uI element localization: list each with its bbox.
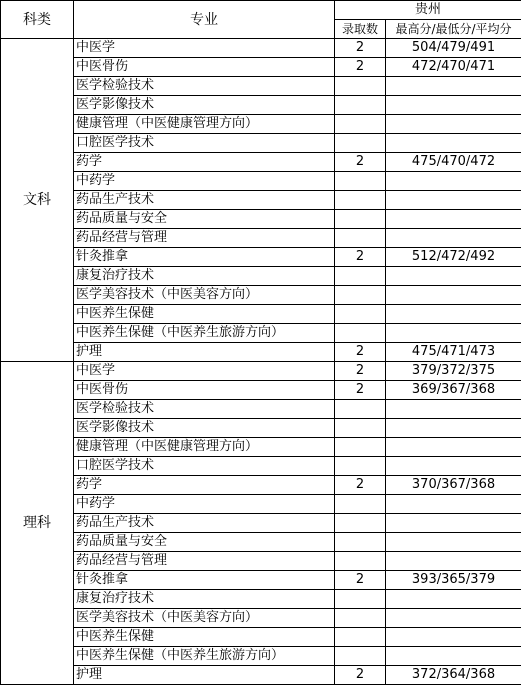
major-cell: 药品经营与管理 xyxy=(74,229,335,248)
major-cell: 医学美容技术（中医美容方向） xyxy=(74,609,335,628)
category-cell: 文科 xyxy=(1,39,74,362)
table-row xyxy=(1,58,521,77)
table-row xyxy=(1,590,521,609)
table-row xyxy=(1,77,521,96)
score-cell xyxy=(386,305,521,324)
score-cell xyxy=(386,647,521,666)
major-cell: 健康管理（中医健康管理方向） xyxy=(74,438,335,457)
count-cell: 2 xyxy=(335,343,386,362)
count-cell xyxy=(335,438,386,457)
score-cell xyxy=(386,286,521,305)
score-cell xyxy=(386,457,521,476)
count-cell: 2 xyxy=(335,666,386,685)
score-cell xyxy=(386,134,521,153)
score-cell: 370/367/368 xyxy=(386,476,521,495)
major-cell: 医学影像技术 xyxy=(74,96,335,115)
score-cell xyxy=(386,533,521,552)
table-row xyxy=(1,457,521,476)
count-cell xyxy=(335,419,386,438)
major-cell: 药品质量与安全 xyxy=(74,533,335,552)
table-row xyxy=(1,229,521,248)
score-cell: 475/471/473 xyxy=(386,343,521,362)
count-cell xyxy=(335,96,386,115)
score-cell: 504/479/491 xyxy=(386,39,521,58)
table-row xyxy=(1,267,521,286)
table-row xyxy=(1,476,521,495)
major-cell: 中医学 xyxy=(74,362,335,381)
count-cell xyxy=(335,77,386,96)
major-cell: 中医养生保健 xyxy=(74,305,335,324)
table-row xyxy=(1,609,521,628)
table-row xyxy=(1,305,521,324)
table-row xyxy=(1,210,521,229)
score-cell: 475/470/472 xyxy=(386,153,521,172)
score-cell xyxy=(386,77,521,96)
score-cell xyxy=(386,96,521,115)
table-row xyxy=(1,552,521,571)
major-cell: 中医养生保健 xyxy=(74,628,335,647)
major-cell: 中医骨伤 xyxy=(74,58,335,77)
count-cell xyxy=(335,324,386,343)
major-cell: 药品生产技术 xyxy=(74,191,335,210)
table-row xyxy=(1,400,521,419)
score-cell: 512/472/492 xyxy=(386,248,521,267)
count-cell xyxy=(335,590,386,609)
count-cell: 2 xyxy=(335,58,386,77)
count-cell xyxy=(335,286,386,305)
count-cell xyxy=(335,533,386,552)
table-row xyxy=(1,647,521,666)
count-cell xyxy=(335,514,386,533)
score-cell xyxy=(386,590,521,609)
major-cell: 药品质量与安全 xyxy=(74,210,335,229)
count-cell xyxy=(335,267,386,286)
major-cell: 药品经营与管理 xyxy=(74,552,335,571)
score-cell: 372/364/368 xyxy=(386,666,521,685)
count-cell: 2 xyxy=(335,39,386,58)
table-row xyxy=(1,343,521,362)
count-cell xyxy=(335,191,386,210)
major-cell: 康复治疗技术 xyxy=(74,590,335,609)
major-cell: 口腔医学技术 xyxy=(74,134,335,153)
score-cell xyxy=(386,210,521,229)
major-cell: 医学影像技术 xyxy=(74,419,335,438)
count-cell xyxy=(335,210,386,229)
table-row xyxy=(1,172,521,191)
count-cell xyxy=(335,609,386,628)
table-row xyxy=(1,666,521,685)
table-row xyxy=(1,39,521,58)
table-row xyxy=(1,362,521,381)
count-cell xyxy=(335,172,386,191)
count-cell: 2 xyxy=(335,362,386,381)
major-cell: 中药学 xyxy=(74,495,335,514)
count-cell xyxy=(335,229,386,248)
table-row xyxy=(1,514,521,533)
score-cell xyxy=(386,495,521,514)
score-cell xyxy=(386,191,521,210)
major-cell: 医学检验技术 xyxy=(74,77,335,96)
table-row xyxy=(1,438,521,457)
major-cell: 医学检验技术 xyxy=(74,400,335,419)
table-header xyxy=(1,1,521,39)
major-cell: 中医养生保健（中医养生旅游方向） xyxy=(74,647,335,666)
score-cell xyxy=(386,324,521,343)
table-row xyxy=(1,381,521,400)
count-cell xyxy=(335,115,386,134)
table-row xyxy=(1,628,521,647)
count-cell xyxy=(335,134,386,153)
count-cell xyxy=(335,647,386,666)
major-cell: 针灸推拿 xyxy=(74,571,335,590)
count-cell: 2 xyxy=(335,248,386,267)
major-cell: 口腔医学技术 xyxy=(74,457,335,476)
score-cell xyxy=(386,514,521,533)
score-cell xyxy=(386,438,521,457)
major-cell: 中医骨伤 xyxy=(74,381,335,400)
header-score: 最高分/最低分/平均分 xyxy=(386,20,521,39)
score-cell xyxy=(386,552,521,571)
score-cell: 369/367/368 xyxy=(386,381,521,400)
header-province: 贵州 xyxy=(335,1,521,20)
major-cell: 药学 xyxy=(74,153,335,172)
table-body xyxy=(1,39,521,685)
major-cell: 针灸推拿 xyxy=(74,248,335,267)
table-row xyxy=(1,324,521,343)
score-cell xyxy=(386,400,521,419)
count-cell: 2 xyxy=(335,381,386,400)
table-row xyxy=(1,571,521,590)
table-row xyxy=(1,286,521,305)
count-cell: 2 xyxy=(335,153,386,172)
count-cell xyxy=(335,552,386,571)
count-cell xyxy=(335,400,386,419)
table-row xyxy=(1,115,521,134)
major-cell: 药学 xyxy=(74,476,335,495)
table-row xyxy=(1,96,521,115)
major-cell: 护理 xyxy=(74,343,335,362)
table-row xyxy=(1,419,521,438)
major-cell: 医学美容技术（中医美容方向） xyxy=(74,286,335,305)
major-cell: 护理 xyxy=(74,666,335,685)
major-cell: 中医养生保健（中医养生旅游方向） xyxy=(74,324,335,343)
major-cell: 康复治疗技术 xyxy=(74,267,335,286)
major-cell: 中药学 xyxy=(74,172,335,191)
category-cell: 理科 xyxy=(1,362,74,685)
table-row xyxy=(1,495,521,514)
count-cell xyxy=(335,305,386,324)
score-cell: 379/372/375 xyxy=(386,362,521,381)
score-cell xyxy=(386,115,521,134)
score-cell xyxy=(386,419,521,438)
score-cell xyxy=(386,267,521,286)
header-row xyxy=(1,1,521,20)
major-cell: 健康管理（中医健康管理方向） xyxy=(74,115,335,134)
score-cell xyxy=(386,609,521,628)
header-count: 录取数 xyxy=(335,20,386,39)
table-row xyxy=(1,191,521,210)
count-cell xyxy=(335,495,386,514)
score-cell xyxy=(386,229,521,248)
table-row xyxy=(1,533,521,552)
count-cell: 2 xyxy=(335,571,386,590)
score-cell xyxy=(386,172,521,191)
count-cell xyxy=(335,628,386,647)
header-major: 专业 xyxy=(74,1,335,39)
table-row xyxy=(1,153,521,172)
table-row xyxy=(1,248,521,267)
header-category: 科类 xyxy=(1,1,74,39)
score-cell xyxy=(386,628,521,647)
count-cell: 2 xyxy=(335,476,386,495)
score-cell: 472/470/471 xyxy=(386,58,521,77)
count-cell xyxy=(335,457,386,476)
major-cell: 中医学 xyxy=(74,39,335,58)
major-cell: 药品生产技术 xyxy=(74,514,335,533)
table-row xyxy=(1,134,521,153)
score-cell: 393/365/379 xyxy=(386,571,521,590)
